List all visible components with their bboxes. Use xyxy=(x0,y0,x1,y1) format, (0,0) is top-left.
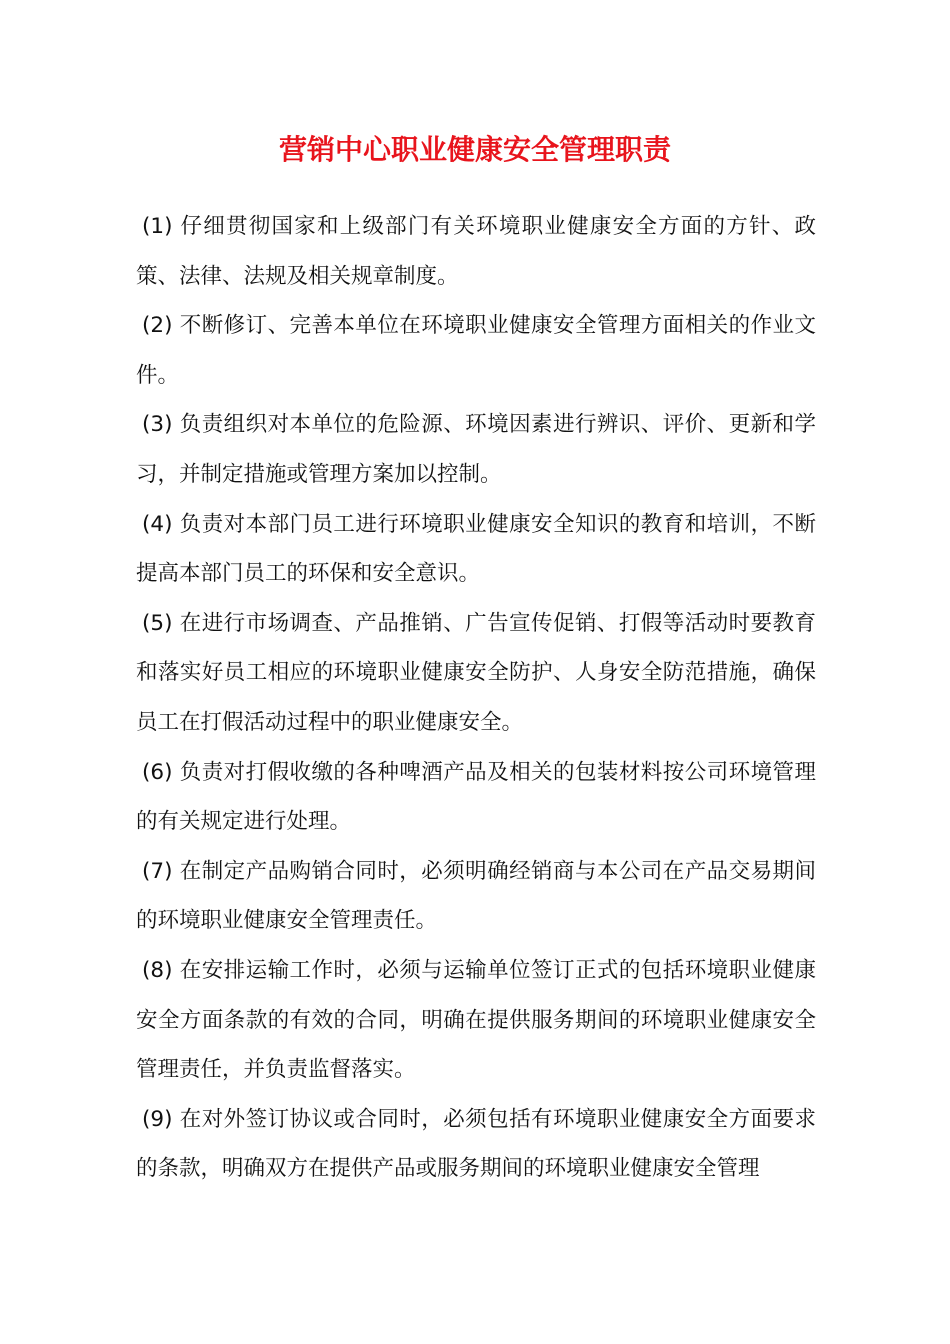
list-item: (4) 负责对本部门员工进行环境职业健康安全知识的教育和培训，不断提高本部门员工的环保和安全意识。 xyxy=(136,511,816,587)
list-item: (2) 不断修订、完善本单位在环境职业健康安全管理方面相关的作业文件。 xyxy=(136,313,816,388)
list-item: (6) 负责对打假收缴的各种啤酒产品及相关的包装材料按公司环境管理的有关规定进行处理。 xyxy=(136,759,816,835)
document-title: 营销中心职业健康安全管理职责 xyxy=(278,133,671,166)
list-item: (5) 在进行市场调查、产品推销、广告宣传促销、打假等活动时要教育和落实好员工相应的环境职业健康安全防护、人身安全防范措施，确保员工在打假活动过程中的职业健康安全。 xyxy=(136,610,816,735)
list-item: (7) 在制定产品购销合同时，必须明确经销商与本公司在产品交易期间的环境职业健康安全管理责任。 xyxy=(136,858,816,934)
list-item: (8) 在安排运输工作时，必须与运输单位签订正式的包括环境职业健康安全方面条款的有效的合同，明确在提供服务期间的环境职业健康安全管理责任，并负责监督落实。 xyxy=(136,957,816,1083)
list-item: (3) 负责组织对本单位的危险源、环境因素进行辨识、评价、更新和学习，并制定措施或管理方案加以控制。 xyxy=(136,412,816,487)
list-item: (9) 在对外签订协议或合同时，必须包括有环境职业健康安全方面要求的条款，明确双方在提供产品或服务期间的环境职业健康安全管理 xyxy=(136,1106,816,1182)
document-body xyxy=(136,202,816,1194)
list-item: (1) 仔细贯彻国家和上级部门有关环境职业健康安全方面的方针、政策、法律、法规及相关规章制度。 xyxy=(136,214,816,289)
